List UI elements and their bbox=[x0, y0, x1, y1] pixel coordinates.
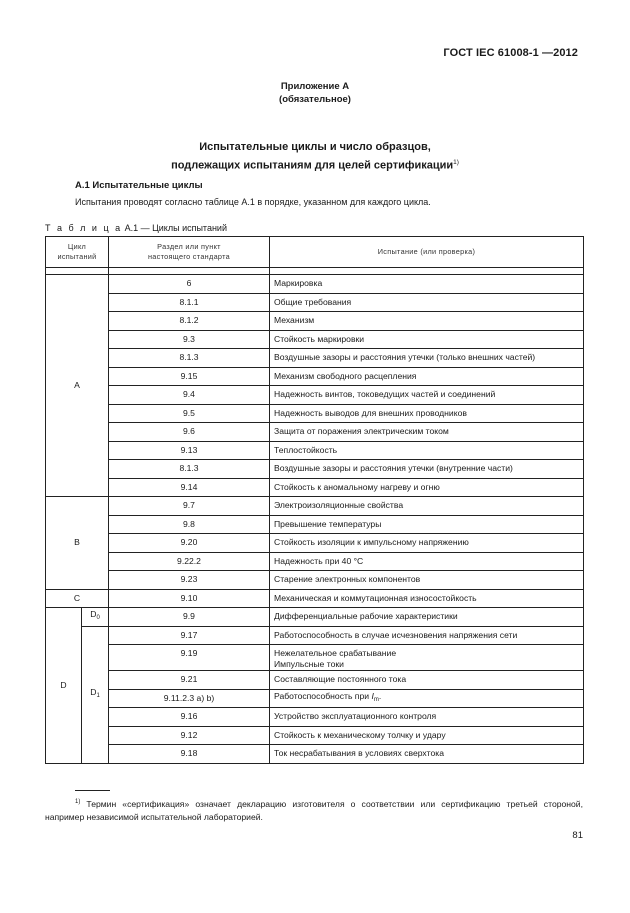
test-cell: Маркировка bbox=[270, 275, 584, 294]
clause-cell: 8.1.2 bbox=[109, 312, 270, 331]
annex-heading bbox=[0, 80, 630, 106]
test-cell: Дифференциальные рабочие характеристики bbox=[270, 608, 584, 627]
page-number: 81 bbox=[572, 830, 583, 841]
title-line-2: подлежащих испытаниям для целей сертификации bbox=[171, 159, 454, 172]
table-row bbox=[46, 404, 584, 423]
header-test: Испытание (или проверка) bbox=[270, 237, 584, 268]
test-cell: Работоспособность в случае исчезновения напряжения сети bbox=[270, 626, 584, 645]
section-paragraph: Испытания проводят согласно таблице А.1 в порядке, указанном для каждого цикла. bbox=[75, 197, 431, 207]
header-cycle: Цикл испытаний bbox=[46, 237, 109, 268]
test-cell: Воздушные зазоры и расстояния утечки (внутренние части) bbox=[270, 460, 584, 479]
table-row bbox=[46, 726, 584, 745]
test-cell: Ток несрабатывания в условиях сверхтока bbox=[270, 745, 584, 764]
clause-cell: 9.14 bbox=[109, 478, 270, 497]
annex-title: Приложение А bbox=[280, 81, 350, 92]
clause-cell: 9.9 bbox=[109, 608, 270, 627]
table-header-row bbox=[46, 237, 584, 268]
clause-cell: 9.16 bbox=[109, 708, 270, 727]
table-row bbox=[46, 312, 584, 331]
test-cell: Защита от поражения электрическим током bbox=[270, 423, 584, 442]
table-row bbox=[46, 367, 584, 386]
cycle-d1: $D_1$ bbox=[82, 626, 109, 763]
clause-cell: 9.11.2.3 a) b) bbox=[109, 689, 270, 708]
table-row bbox=[46, 608, 584, 627]
test-cell: Стойкость к аномальному нагреву и огню bbox=[270, 478, 584, 497]
table-row bbox=[46, 275, 584, 294]
test-cycles-table bbox=[45, 236, 584, 764]
table-row bbox=[46, 645, 584, 671]
table-row bbox=[46, 349, 584, 368]
clause-cell: 9.6 bbox=[109, 423, 270, 442]
clause-cell: 9.17 bbox=[109, 626, 270, 645]
cycle-d: D bbox=[46, 608, 82, 764]
table-row bbox=[46, 689, 584, 708]
cycle-c: С bbox=[46, 589, 109, 608]
cycle-a: А bbox=[46, 275, 109, 497]
clause-cell: 9.5 bbox=[109, 404, 270, 423]
table-caption-prefix: Т а б л и ц а bbox=[45, 223, 123, 233]
clause-cell: 9.20 bbox=[109, 534, 270, 553]
table-row bbox=[46, 571, 584, 590]
test-cell: Надежность винтов, токоведущих частей и соединений bbox=[270, 386, 584, 405]
table-row bbox=[46, 745, 584, 764]
table-row bbox=[46, 423, 584, 442]
footnote-mark: 1) bbox=[75, 799, 81, 805]
test-cell: Надежность выводов для внешних проводников bbox=[270, 404, 584, 423]
clause-cell: 6 bbox=[109, 275, 270, 294]
clause-cell: 9.8 bbox=[109, 515, 270, 534]
clause-cell: 9.10 bbox=[109, 589, 270, 608]
table-row bbox=[46, 330, 584, 349]
test-cell: Воздушные зазоры и расстояния утечки (только внешних частей) bbox=[270, 349, 584, 368]
table-row bbox=[46, 497, 584, 516]
footnote bbox=[45, 796, 583, 824]
clause-cell: 9.23 bbox=[109, 571, 270, 590]
clause-cell: 8.1.3 bbox=[109, 460, 270, 479]
table-row bbox=[46, 626, 584, 645]
clause-cell: 8.1.1 bbox=[109, 293, 270, 312]
annex-status: (обязательное) bbox=[279, 94, 351, 105]
page-title bbox=[0, 139, 630, 174]
clause-cell: 9.3 bbox=[109, 330, 270, 349]
table-row bbox=[46, 515, 584, 534]
table-row bbox=[46, 460, 584, 479]
test-cell: Превышение температуры bbox=[270, 515, 584, 534]
test-cell: Электроизоляционные свойства bbox=[270, 497, 584, 516]
table-row bbox=[46, 534, 584, 553]
test-cell: Стойкость изоляции к импульсному напряжению bbox=[270, 534, 584, 553]
clause-cell: 9.4 bbox=[109, 386, 270, 405]
test-cell: Старение электронных компонентов bbox=[270, 571, 584, 590]
clause-cell: 9.12 bbox=[109, 726, 270, 745]
cycle-d0: $D_0$ bbox=[82, 608, 109, 627]
test-cell: Стойкость к механическому толчку и удару bbox=[270, 726, 584, 745]
test-cell: Надежность при 40 °С bbox=[270, 552, 584, 571]
table-caption-text: А.1 — Циклы испытаний bbox=[122, 223, 227, 233]
clause-cell: 9.18 bbox=[109, 745, 270, 764]
test-cell: Механизм bbox=[270, 312, 584, 331]
test-cell: Устройство эксплуатационного контроля bbox=[270, 708, 584, 727]
table-row bbox=[46, 589, 584, 608]
test-cell: Стойкость маркировки bbox=[270, 330, 584, 349]
footnote-separator bbox=[75, 790, 110, 791]
test-cell: Механизм свободного расцепления bbox=[270, 367, 584, 386]
test-cell: Составляющие постоянного тока bbox=[270, 671, 584, 690]
clause-cell: 9.15 bbox=[109, 367, 270, 386]
header-clause: Раздел или пункт настоящего стандарта bbox=[109, 237, 270, 268]
test-cell: Механическая и коммутационная износостойкость bbox=[270, 589, 584, 608]
clause-cell: 8.1.3 bbox=[109, 349, 270, 368]
title-line-1: Испытательные циклы и число образцов, bbox=[199, 141, 431, 153]
table-spacer-row bbox=[46, 268, 584, 275]
table-row bbox=[46, 671, 584, 690]
test-cell: Теплостойкость bbox=[270, 441, 584, 460]
footnote-text: Термин «сертификация» означает декларацию изготовителя о соответствии или сертификацию третьей стороной, например независимой испытательной лабораторией. bbox=[45, 798, 583, 822]
footnote-reference: 1) bbox=[453, 159, 459, 166]
table-row bbox=[46, 386, 584, 405]
table-row bbox=[46, 552, 584, 571]
table-row bbox=[46, 293, 584, 312]
clause-cell: 9.7 bbox=[109, 497, 270, 516]
clause-cell: 9.22.2 bbox=[109, 552, 270, 571]
test-cell: Общие требования bbox=[270, 293, 584, 312]
section-heading: А.1 Испытательные циклы bbox=[75, 180, 203, 191]
clause-cell: 9.13 bbox=[109, 441, 270, 460]
clause-cell: 9.21 bbox=[109, 671, 270, 690]
cycle-b: В bbox=[46, 497, 109, 590]
table-row bbox=[46, 478, 584, 497]
table-caption bbox=[45, 223, 227, 233]
table-row bbox=[46, 441, 584, 460]
test-cell: Работоспособность при $I_m$. bbox=[270, 689, 584, 708]
standard-designation: ГОСТ IEC 61008-1 —2012 bbox=[443, 47, 578, 59]
clause-cell: 9.19 bbox=[109, 645, 270, 671]
table-row bbox=[46, 708, 584, 727]
test-cell: Нежелательное срабатывание Импульсные токи bbox=[270, 645, 584, 671]
